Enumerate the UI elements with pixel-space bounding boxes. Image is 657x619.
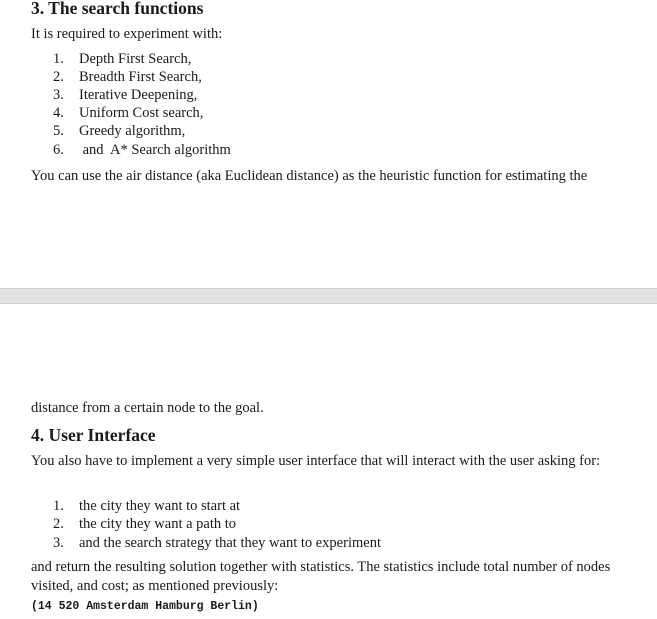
list-number: 5.: [53, 123, 64, 139]
list-text: the city they want a path to: [79, 516, 237, 532]
heuristic-paragraph-line-1: You can use the air distance (aka Euclidean distance) as the heuristic function for estimating the: [31, 168, 588, 184]
list-item: [53, 50, 191, 68]
list-item: [53, 141, 231, 159]
list-text: and A* Search algorithm: [79, 142, 231, 158]
list-text: Greedy algorithm,: [79, 123, 186, 139]
list-number: 4.: [53, 105, 64, 121]
list-text: Depth First Search,: [79, 51, 192, 67]
statistics-paragraph: and return the resulting solution together with statistics. The statistics include total number of nodes visited, and cost; as mentioned previously:: [31, 559, 611, 594]
list-item: [53, 122, 185, 140]
list-text: and the search strategy that they want to experiment: [79, 535, 381, 551]
list-text: the city they want to start at: [79, 498, 241, 514]
heuristic-paragraph-line-2: distance from a certain node to the goal.: [31, 400, 264, 416]
list-item: [53, 497, 240, 515]
list-item: [53, 104, 203, 122]
list-item: [53, 515, 236, 533]
list-number: 2.: [53, 69, 64, 85]
list-text: Uniform Cost search,: [79, 105, 204, 121]
list-number: 1.: [53, 498, 64, 514]
example-output: (14 520 Amsterdam Hamburg Berlin): [31, 600, 259, 613]
list-text: Iterative Deepening,: [79, 87, 198, 103]
section-3-intro: It is required to experiment with:: [31, 26, 223, 42]
document-page-2: [0, 304, 657, 619]
list-item: [53, 534, 381, 552]
list-number: 6.: [53, 142, 64, 158]
page-break-separator: [0, 288, 657, 304]
list-number: 3.: [53, 535, 64, 551]
list-item: [53, 86, 197, 104]
list-number: 2.: [53, 516, 64, 532]
section-4-intro: You also have to implement a very simple user interface that will interact with the user asking for:: [31, 453, 601, 469]
list-number: 1.: [53, 51, 64, 67]
list-item: [53, 68, 202, 86]
list-text: Breadth First Search,: [79, 69, 202, 85]
list-number: 3.: [53, 87, 64, 103]
document-page-1: [0, 0, 657, 288]
section-3-heading: 3. The search functions: [31, 0, 204, 18]
section-4-heading: 4. User Interface: [31, 425, 156, 445]
